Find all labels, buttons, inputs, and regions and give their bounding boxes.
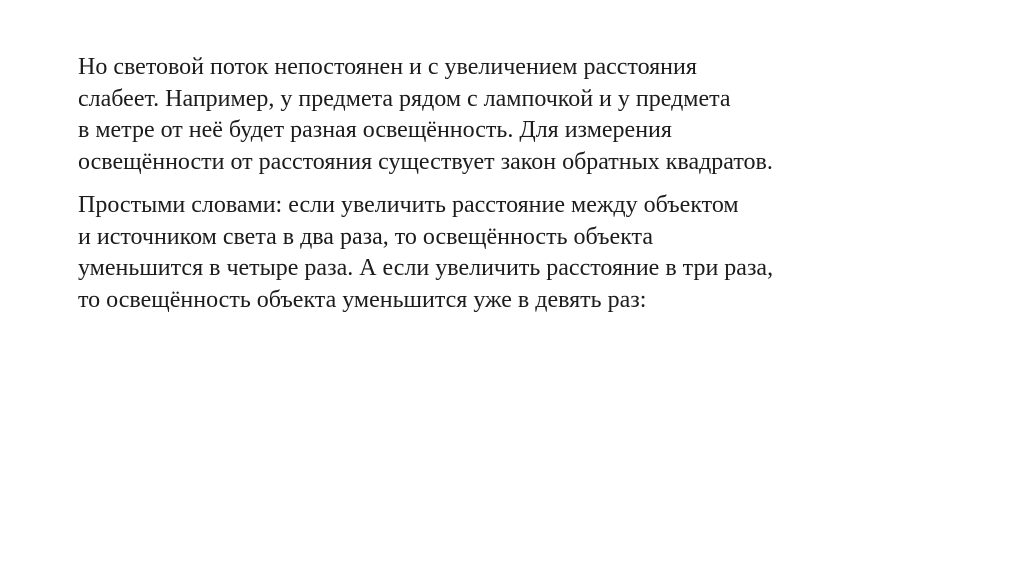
text-line: уменьшится в четыре раза. А если увеличить расстояние в три раза, (78, 255, 774, 281)
slide-text-block (78, 52, 978, 316)
paragraph-light-flux (78, 52, 978, 178)
paragraph-inverse-square (78, 190, 978, 316)
text-line: то освещённость объекта уменьшится уже в девять раз: (78, 286, 647, 313)
text-line: освещённости от расстояния существует закон обратных квадратов. (78, 148, 773, 175)
text-line: слабеет. Например, у предмета рядом с лампочкой и у предмета (78, 85, 731, 112)
text-line: в метре от неё будет разная освещённость. Для измерения (78, 117, 672, 143)
text-line: Простыми словами: если увеличить расстояние между объектом (78, 192, 739, 218)
text-line: и источником света в два раза, то освещённость объекта (78, 223, 653, 250)
text-line: Но световой поток непостоянен и с увеличением расстояния (78, 54, 697, 80)
